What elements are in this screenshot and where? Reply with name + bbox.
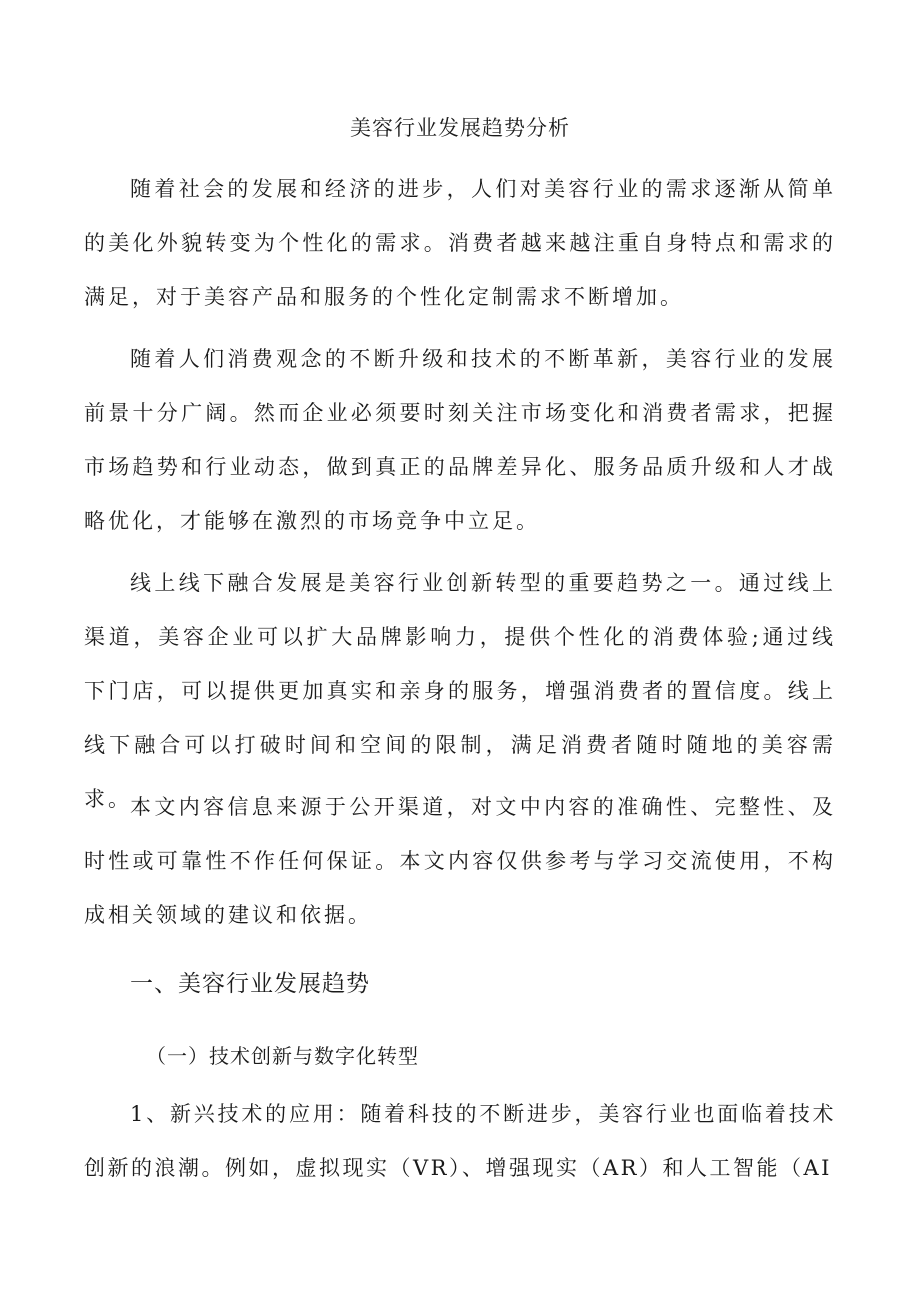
- section-heading: 一、美容行业发展趋势: [130, 971, 370, 997]
- paragraph-market-outlook: 随着人们消费观念的不断升级和技术的不断革新，美容行业的发展前景十分广阔。然而企业必须要时刻关注市场变化和消费者需求，把握市场趋势和行业动态，做到真正的品牌差异化、服务品质升级和人才战略优化，才能够在激烈的市场竞争中立足。: [84, 347, 836, 533]
- paragraph-disclaimer: 本文内容信息来源于公开渠道，对文中内容的准确性、完整性、及时性或可靠性不作任何保证。本文内容仅供参考与学习交流使用，不构成相关领域的建议和依据。: [84, 795, 836, 927]
- paragraph-intro-demand: 随着社会的发展和经济的进步，人们对美容行业的需求逐渐从简单的美化外貌转变为个性化的需求。消费者越来越注重自身特点和需求的满足，对于美容产品和服务的个性化定制需求不断增加。: [84, 177, 836, 309]
- paragraph-online-offline: 线上线下融合发展是美容行业创新转型的重要趋势之一。通过线上渠道，美容企业可以扩大品牌影响力，提供个性化的消费体验;通过线下门店，可以提供更加真实和亲身的服务，增强消费者的置信度。线上线下融合可以打破时间和空间的限制，满足消费者随时随地的美容需求。: [84, 571, 836, 811]
- subsection-heading: （一）技术创新与数字化转型: [146, 1044, 419, 1068]
- document-title: 美容行业发展趋势分析: [350, 116, 570, 140]
- paragraph-new-technology: 1、新兴技术的应用：随着科技的不断进步，美容行业也面临着技术创新的浪潮。例如，虚拟现实（VR）、增强现实（AR）和人工智能（AI: [84, 1102, 836, 1180]
